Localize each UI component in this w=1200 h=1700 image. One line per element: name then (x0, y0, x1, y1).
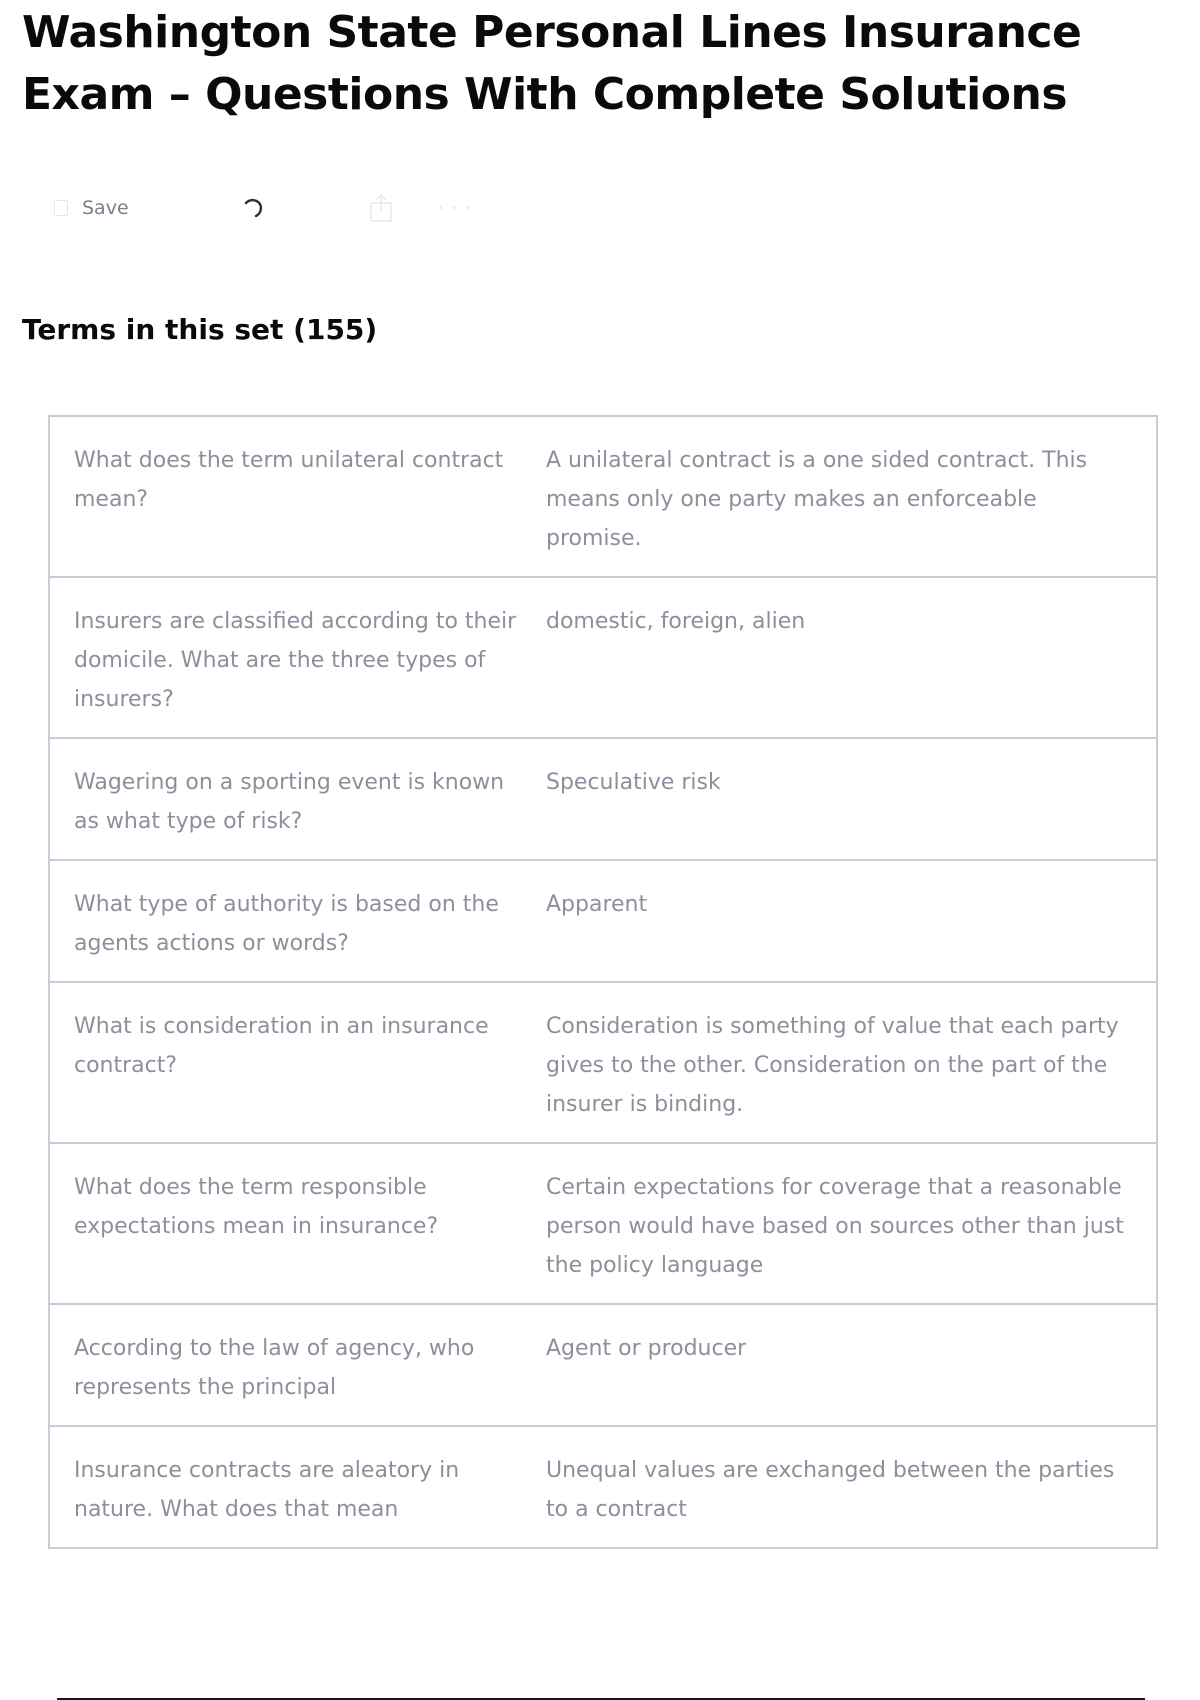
term-card[interactable] (48, 1303, 1158, 1425)
term-text: What does the term unilateral contract mean? (74, 448, 504, 512)
definition-text: Unequal values are exchanged between the parties to a contract (546, 1458, 1115, 1522)
bookmark-icon (54, 200, 68, 216)
save-button[interactable] (54, 190, 129, 226)
definition-text: Speculative risk (546, 770, 721, 795)
definition-text: Agent or producer (546, 1336, 747, 1361)
definition-text: domestic, foreign, alien (546, 609, 806, 634)
term-card[interactable] (48, 1425, 1158, 1549)
definition-text: A unilateral contract is a one sided contract. This means only one party makes an enforceable promise. (546, 448, 1088, 551)
term-text: What is consideration in an insurance contract? (74, 1014, 489, 1078)
term-text: Wagering on a sporting event is known as what type of risk? (74, 770, 505, 834)
term-card[interactable] (48, 1142, 1158, 1303)
more-options-button[interactable]: · · · (438, 197, 472, 219)
save-label: Save (82, 197, 129, 219)
term-text: According to the law of agency, who represents the principal (74, 1336, 475, 1400)
share-icon[interactable] (368, 190, 394, 226)
definition-text: Apparent (546, 892, 648, 917)
terms-list (48, 415, 1158, 1549)
term-text: What does the term responsible expectations mean in insurance? (74, 1175, 439, 1239)
definition-text: Certain expectations for coverage that a reasonable person would have based on sources other than just the policy language (546, 1175, 1124, 1278)
toolbar (54, 190, 514, 226)
term-card[interactable] (48, 859, 1158, 981)
term-text: What type of authority is based on the agents actions or words? (74, 892, 499, 956)
term-card[interactable] (48, 737, 1158, 859)
terms-heading: Terms in this set (155) (22, 313, 378, 346)
term-card[interactable] (48, 981, 1158, 1142)
term-card[interactable] (48, 576, 1158, 737)
term-card[interactable] (48, 415, 1158, 576)
page-title: Washington State Personal Lines Insurance Exam – Questions With Complete Solutions (22, 7, 1082, 120)
definition-text: Consideration is something of value that each party gives to the other. Consideration on the part of the insurer is binding. (546, 1014, 1119, 1117)
term-text: Insurers are classified according to their domicile. What are the three types of insurers? (74, 609, 517, 712)
spinner-icon (240, 190, 266, 226)
term-text: Insurance contracts are aleatory in nature. What does that mean (74, 1458, 460, 1522)
